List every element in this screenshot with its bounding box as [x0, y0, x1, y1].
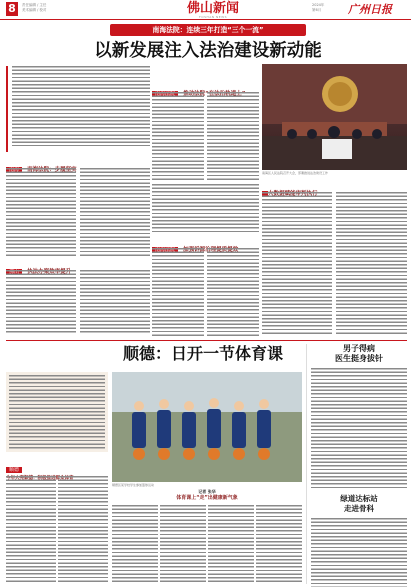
bottom-left-tag: 顺德 — [6, 467, 22, 473]
brand-logo: 广州日报 — [348, 3, 392, 16]
page-number: 8 — [6, 2, 18, 16]
top-kicker-text: 南海法院：连续三年打造“三个一流” — [152, 26, 264, 34]
sub1-title: 推动法院“在法治轨道上” — [183, 91, 246, 97]
bottom-left-title: 今年大亮顺德：积极推进群众体育 — [6, 476, 74, 481]
masthead-rule — [0, 19, 411, 20]
sub2-body — [152, 248, 204, 336]
sub1-body-2 — [207, 92, 259, 180]
left-tag-1: 南海 — [6, 167, 22, 173]
right-title-1b: 医生挺身拔针 — [335, 354, 383, 363]
sub1-tag: 南海法院 — [152, 91, 178, 97]
bottom-left-body — [6, 476, 56, 582]
sub3-body — [262, 192, 332, 334]
right-sidebar — [306, 344, 407, 584]
masthead-meta-right: 2024年 第6月 — [312, 3, 325, 12]
right-body-2 — [311, 518, 407, 587]
left-tag-2: 佛山 — [6, 269, 22, 275]
basketball-photo — [112, 372, 302, 482]
sub1-heading — [152, 80, 260, 97]
sub3-body-2 — [336, 192, 407, 334]
left-heading-2 — [6, 258, 150, 275]
lead-box — [6, 66, 150, 152]
masthead-meta-left: 责任编辑 / 主任 美术编辑 / 校对 — [22, 3, 47, 12]
left-heading-1 — [6, 156, 150, 173]
shunde-body-2 — [160, 505, 206, 582]
court-scene-image — [262, 64, 407, 170]
top-kicker — [110, 24, 306, 36]
sub1-body — [152, 92, 204, 180]
left-body-1 — [6, 168, 76, 256]
masthead — [0, 0, 411, 20]
section-title-en: FOSHAN NEWS — [198, 15, 227, 19]
basketball-scene-image — [112, 372, 302, 482]
sub2-title: 加强诉源治理提质提效 — [183, 247, 239, 253]
shunde-subtitle: 体育课上“走”出健康新气象 — [176, 495, 238, 501]
right-body-1 — [311, 368, 407, 488]
right-title-2b: 走进骨科 — [344, 504, 374, 513]
left-title-2: 执法办案效率提升 — [27, 269, 72, 275]
main-headline: 以新发展注入法治建设新动能 — [94, 41, 322, 61]
left-body-2b — [80, 270, 150, 334]
bottom-left-heading — [6, 456, 108, 481]
shunde-body-3 — [208, 505, 254, 582]
shunde-intro — [6, 372, 108, 452]
shunde-body-1 — [112, 505, 158, 582]
section-divider — [6, 340, 407, 341]
shunde-photo-caption: 顺德区某学校学生参加篮球运动 — [112, 483, 155, 487]
bottom-left-body-2 — [58, 476, 108, 582]
shunde-intro-text — [9, 375, 105, 449]
left-body-2 — [6, 270, 76, 334]
left-title-1: 南海法院：步履坚实 — [27, 167, 77, 173]
right-title-1: 男子得病 — [343, 344, 375, 353]
sub2-body-2 — [207, 248, 259, 336]
shunde-author: 记者 张华 — [198, 489, 216, 494]
shunde-body-4 — [256, 505, 302, 582]
sub3-heading — [262, 180, 407, 197]
lead-text — [12, 66, 150, 146]
photo-caption: 南海区人民法院召开大会，部署推进法治建设工作 — [262, 171, 329, 175]
sub2-tag: 南海法院 — [152, 247, 178, 253]
shunde-headline: 顺德：日开一节体育课 — [122, 344, 283, 363]
mid-body-upper — [152, 184, 259, 232]
sub2-heading — [152, 236, 260, 253]
sub3-title: 大数据赋能审判执行 — [268, 191, 318, 197]
left-body-1b — [80, 168, 150, 256]
court-photo — [262, 64, 407, 170]
section-title: 佛山新闻 — [186, 1, 239, 16]
right-title-2: 绿道达标站 — [340, 494, 378, 503]
